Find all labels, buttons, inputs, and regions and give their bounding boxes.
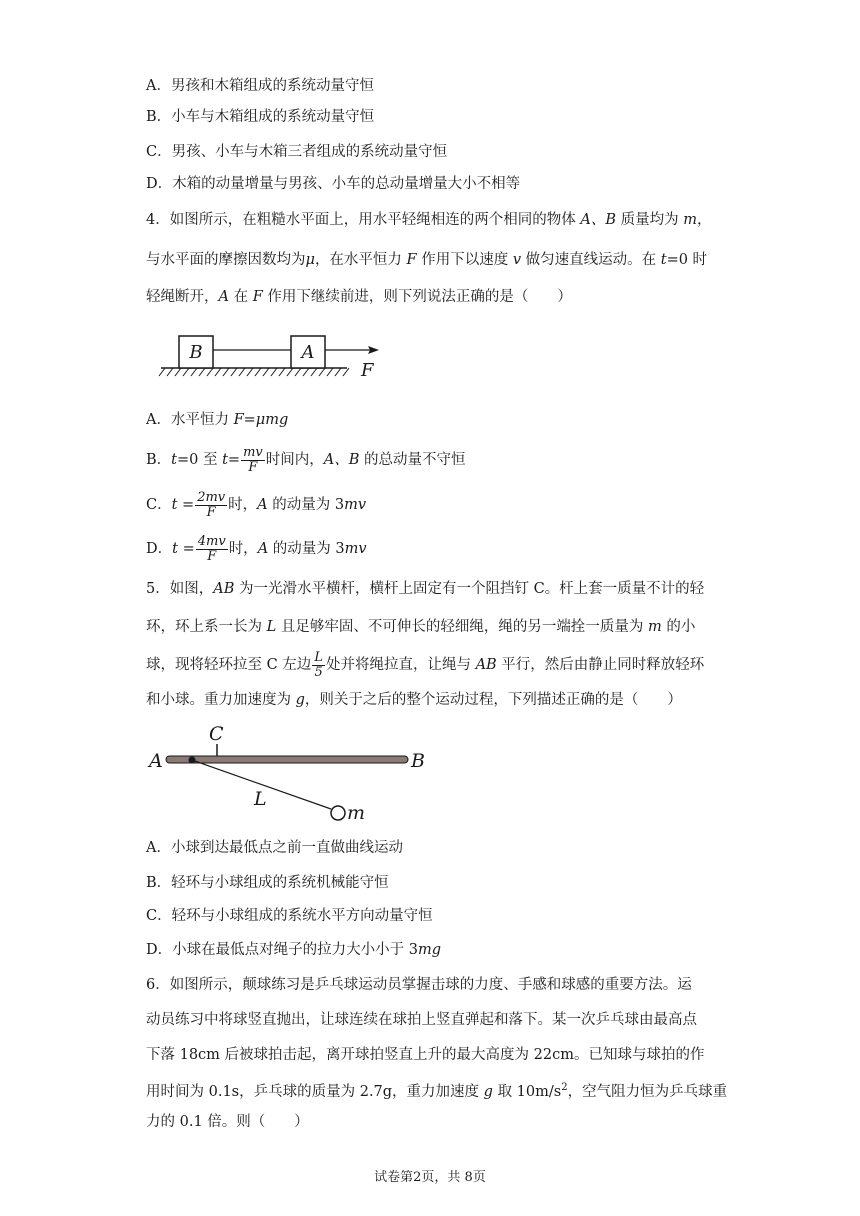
string-length-label: L bbox=[254, 788, 267, 810]
ground-hatching bbox=[159, 368, 349, 376]
block-a-label: A bbox=[301, 342, 315, 363]
q3-option-b: B．小车与木箱组成的系统动量守恒 bbox=[146, 109, 375, 125]
q4-stem-line3: 轻绳断开，A 在 F 作用下继续前进，则下列说法正确的是（ ） bbox=[146, 289, 572, 305]
ball-mass-label: m bbox=[347, 802, 366, 824]
fraction-4mv-over-f: $\frac{4mv}{F}$ bbox=[197, 533, 226, 564]
ball bbox=[331, 806, 345, 820]
q5-figure bbox=[145, 722, 435, 828]
q6-stem-line5: 力的 0.1 倍。则（ ） bbox=[146, 1114, 309, 1130]
q5-option-d: D．小球在最低点对绳子的拉力大小小于 3mg bbox=[146, 942, 442, 958]
q4-figure bbox=[155, 330, 395, 382]
fraction-2mv-over-f: $\frac{2mv}{F}$ bbox=[197, 489, 226, 520]
page-footer: 试卷第2页，共 8页 bbox=[374, 1170, 486, 1185]
q4-stem-line2: 与水平面的摩擦因数均为μ，在水平恒力 F 作用下以速度 v 做匀速直线运动。在 t=0 时 bbox=[146, 252, 708, 268]
q6-stem-line1: 6．如图所示，颠球练习是乒乓球运动员掌握击球的力度、手感和球感的重要方法。运 bbox=[146, 977, 692, 993]
q5-stem-line2: 环，环上系一长为 L 且足够牢固、不可伸长的轻细绳，绳的另一端拴一质量为 m 的小 bbox=[146, 619, 696, 635]
horizontal-rod bbox=[166, 756, 408, 763]
q6-stem-line4: 用时间为 0.1s，乒乓球的质量为 2.7g，重力加速度 g 取 $10m/s^2$，空气阻力恒为乒乓球重 bbox=[146, 1082, 728, 1100]
q5-option-a: A．小球到达最低点之前一直做曲线运动 bbox=[146, 840, 403, 856]
block-b-label: B bbox=[189, 342, 203, 363]
q6-stem-line3: 下落 18cm 后被球拍击起，离开球拍竖直上升的最大高度为 22cm。已知球与球拍的作 bbox=[146, 1047, 705, 1063]
q5-option-b: B．轻环与小球组成的系统机械能守恒 bbox=[146, 875, 389, 891]
q4-option-a: A．水平恒力 F=μmg bbox=[146, 412, 289, 428]
q6-stem-line2: 动员练习中将球竖直抛出，让球连续在球拍上竖直弹起和落下。某一次乒乓球由最高点 bbox=[146, 1012, 697, 1028]
force-label: F bbox=[361, 360, 374, 381]
q5-stem-line4: 和小球。重力加速度为 g，则关于之后的整个运动过程，下列描述正确的是（ ） bbox=[146, 692, 682, 708]
q3-option-c: C．男孩、小车与木箱三者组成的系统动量守恒 bbox=[146, 144, 448, 160]
q4-option-c: C．t = $\frac{2mv}{F}$ 时，A 的动量为 3mv bbox=[146, 489, 367, 520]
peg-c-label: C bbox=[209, 723, 224, 745]
fraction-l-over-5: $\frac{L}{5}$ bbox=[314, 649, 323, 680]
q4-stem-line1: 4．如图所示，在粗糙水平面上，用水平轻绳相连的两个相同的物体 A、B 质量均为 m， bbox=[146, 212, 712, 228]
q5-stem-line1: 5．如图，AB 为一光滑水平横杆，横杆上固定有一个阻挡钉 C。杆上套一质量不计的轻 bbox=[146, 581, 705, 597]
q3-option-a: A．男孩和木箱组成的系统动量守恒 bbox=[146, 78, 374, 94]
point-a-label: A bbox=[149, 750, 163, 772]
q4-option-b: B．t=0 至 t= $\frac{mv}{F}$ 时间内，A、B 的总动量不守恒 bbox=[146, 444, 466, 475]
q5-stem-line3: 球，现将轻环拉至 C 左边 $\frac{L}{5}$ 处并将绳拉直，让绳与 AB 平行，然后由静止同时释放轻环 bbox=[146, 649, 705, 680]
q3-option-d: D．木箱的动量增量与男孩、小车的总动量增量大小不相等 bbox=[146, 176, 521, 192]
q4-option-d: D．t = $\frac{4mv}{F}$ 时，A 的动量为 3mv bbox=[146, 533, 367, 564]
fraction-mv-over-f: $\frac{mv}{F}$ bbox=[243, 444, 263, 475]
q5-option-c: C．轻环与小球组成的系统水平方向动量守恒 bbox=[146, 908, 433, 924]
point-b-label: B bbox=[411, 750, 425, 772]
